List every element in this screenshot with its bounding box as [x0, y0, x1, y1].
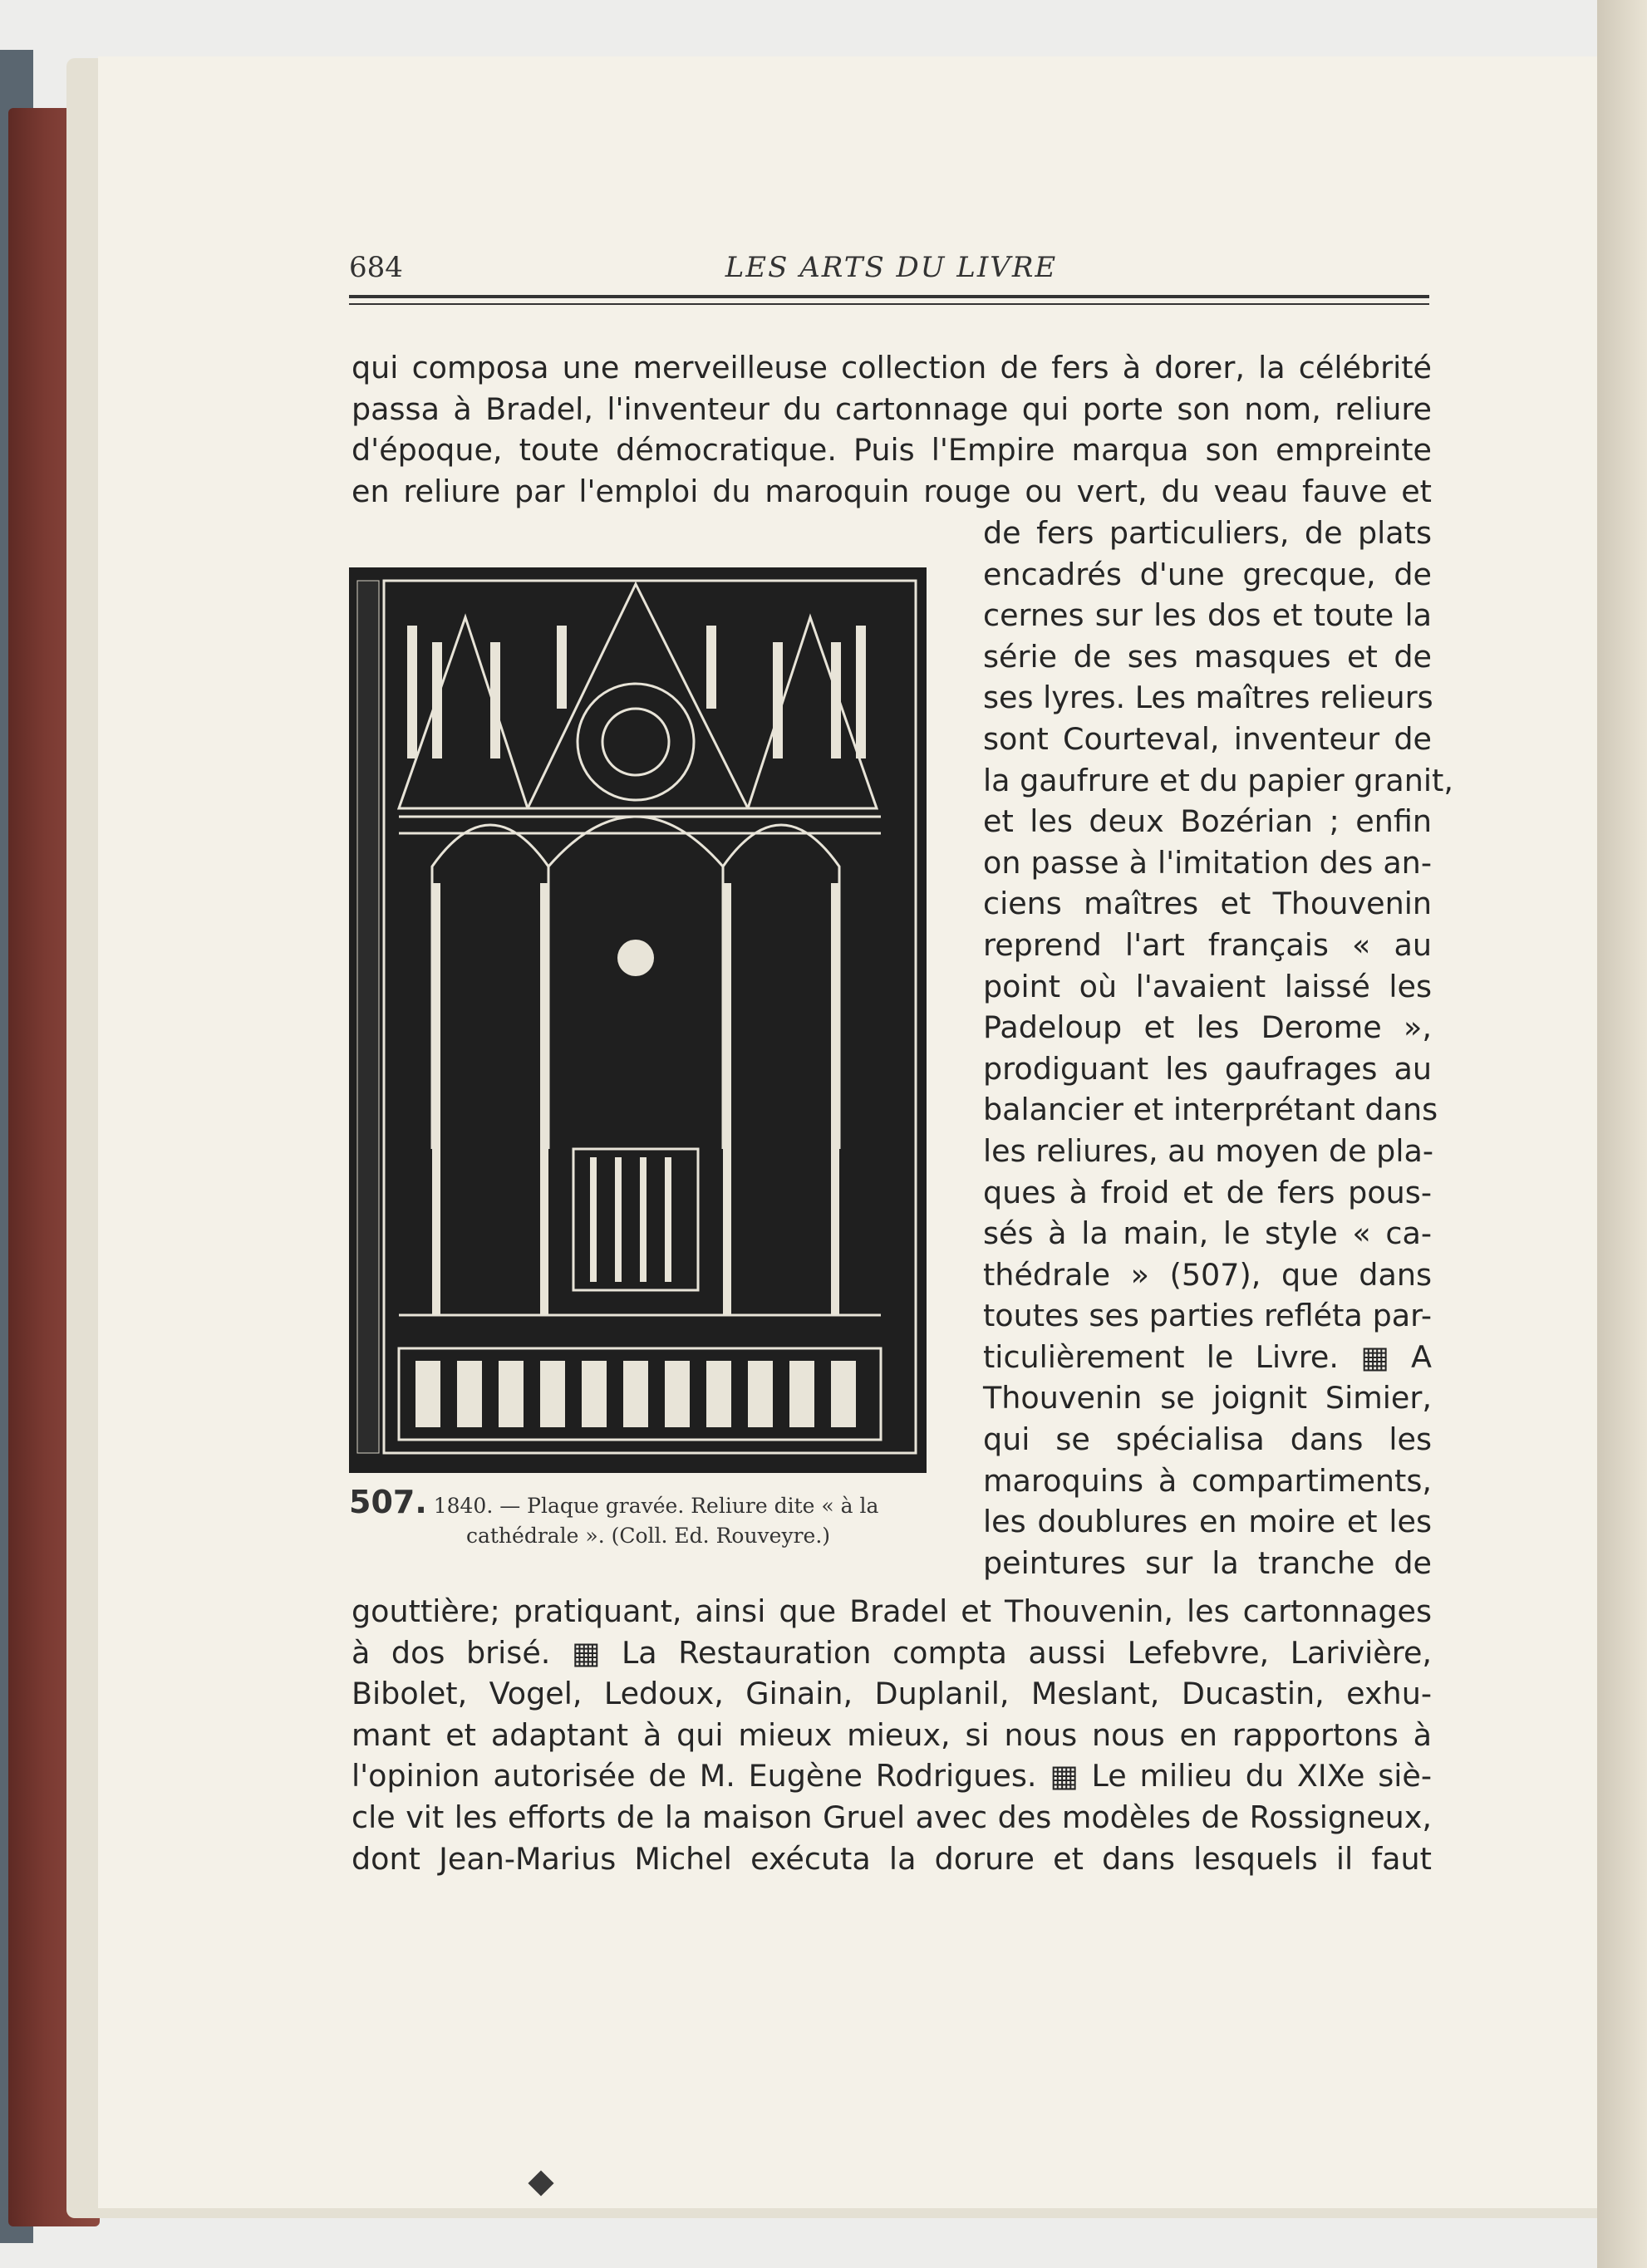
text-line: dont Jean-Marius Michel exécuta la dorure et dans lesquels il faut [352, 1840, 1432, 1877]
text-line: qui se spécialisa dans les [983, 1421, 1432, 1458]
figure-number: 507. [349, 1484, 427, 1520]
header-rule-bottom [349, 303, 1429, 305]
running-title: LES ARTS DU LIVRE [725, 251, 1058, 284]
text-line: peintures sur la tranche de [983, 1544, 1432, 1581]
body-text-top [352, 347, 1432, 512]
text-line: encadrés d'une grecque, de [983, 556, 1432, 592]
text-line: de fers particuliers, de plats [983, 515, 1432, 551]
text-line: les reliures, au moyen de pla- [983, 1132, 1434, 1169]
text-line: en reliure par l'emploi du maroquin rouge ou vert, du veau fauve et [352, 473, 1432, 509]
text-line: les doublures en moire et les [983, 1504, 1432, 1540]
text-line: cle vit les efforts de la maison Gruel avec des modèles de Rossigneux, [352, 1799, 1432, 1835]
text-line: thédrale » (507), que dans [983, 1256, 1432, 1293]
caption-line-2: cathédrale ». (Coll. Ed. Rouveyre.) [465, 1524, 831, 1548]
text-line: on passe à l'imitation des an- [983, 844, 1432, 881]
text-line: série de ses masques et de [983, 638, 1432, 675]
text-line: mant et adaptant à qui mieux mieux, si nous nous en rapportons à [352, 1716, 1432, 1753]
text-line: point où l'avaient laissé les [983, 968, 1432, 1004]
text-line: ques à froid et de fers pous- [983, 1174, 1432, 1210]
text-line: sont Courteval, inventeur de [983, 720, 1432, 757]
text-line: d'époque, toute démocratique. Puis l'Empire marqua son empreinte [352, 432, 1432, 469]
caption-line-1: 1840. — Plaque gravée. Reliure dite « à la [433, 1494, 879, 1518]
text-line: sés à la main, le style « ca- [983, 1215, 1432, 1252]
text-line: la gaufrure et du papier granit, [983, 762, 1453, 798]
body-text-bottom [352, 1591, 1432, 1879]
text-line: balancier et interprétant dans [983, 1092, 1438, 1128]
bookbinding-illustration [349, 567, 927, 1473]
text-line: prodiguant les gaufrages au [983, 1050, 1432, 1087]
body-text-column [983, 513, 1453, 1583]
text-line: maroquins à compartiments, [983, 1462, 1432, 1499]
figure-caption [349, 1484, 947, 1548]
text-line: Bibolet, Vogel, Ledoux, Ginain, Duplanil, Meslant, Ducastin, exhu- [352, 1676, 1432, 1712]
text-line: toutes ses parties refléta par- [983, 1298, 1432, 1334]
text-line: cernes sur les dos et toute la [983, 597, 1432, 634]
text-line: qui composa une merveilleuse collection de fers à dorer, la célébrité [352, 350, 1432, 385]
text-line: ticulièrement le Livre. ▦ A [983, 1338, 1432, 1375]
cathedral-plate-engraving [349, 567, 927, 1473]
text-line: ciens maîtres et Thouvenin [983, 886, 1432, 922]
text-line: et les deux Bozérian ; enfin [983, 803, 1432, 840]
text-line: à dos brisé. ▦ La Restauration compta aussi Lefebvre, Larivière, [352, 1634, 1432, 1671]
text-line: Padeloup et les Derome », [983, 1009, 1432, 1046]
text-line: ses lyres. Les maîtres relieurs [983, 680, 1433, 716]
page-number: 684 [349, 251, 403, 284]
text-line: Thouvenin se joignit Simier, [983, 1380, 1432, 1416]
text-line: l'opinion autorisée de M. Eugène Rodrigues. ▦ Le milieu du XIXe siè- [352, 1758, 1432, 1794]
running-header [349, 251, 1433, 284]
text-line: reprend l'art français « au [983, 926, 1432, 963]
text-line: passa à Bradel, l'inventeur du cartonnage qui porte son nom, reliure [352, 390, 1432, 427]
text-line: gouttière; pratiquant, ainsi que Bradel et Thouvenin, les cartonnages [352, 1593, 1432, 1629]
facing-page-edge [1597, 0, 1647, 2268]
header-rule-top [349, 295, 1429, 298]
